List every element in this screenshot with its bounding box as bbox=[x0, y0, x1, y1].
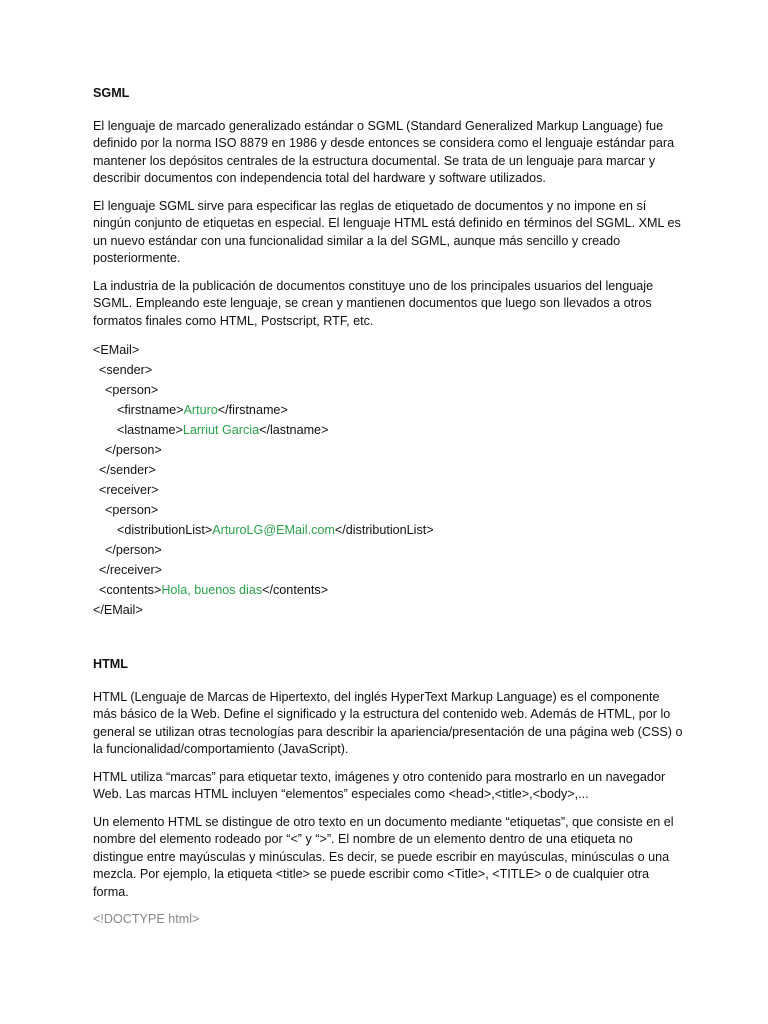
sgml-paragraph-2: El lenguaje SGML sirve para especificar las reglas de etiquetado de documentos y no impone en sí ningún conjunto de etiquetas en especial. El lenguaje HTML está definido en términos del SGML. XML es un nuevo estándar con una funcionalidad similar a la del SGML, aunque más sencillo y creado posteriormente. bbox=[93, 198, 681, 265]
contents-close-tag: </contents> bbox=[262, 583, 328, 597]
code-line bbox=[93, 380, 683, 400]
html-heading: HTML bbox=[93, 657, 128, 671]
doctype-line: <!DOCTYPE html> bbox=[93, 912, 200, 926]
sender-close-tag: </sender> bbox=[99, 463, 156, 477]
sgml-paragraph-3: La industria de la publicación de documentos constituye uno de los principales usuarios del lenguaje SGML. Empleando este lenguaje, se crean y mantienen documentos que luego son llevados a otros formatos finales como HTML, Postscript, RTF, etc. bbox=[93, 278, 654, 328]
receiver-close-tag: </receiver> bbox=[99, 563, 162, 577]
code-line bbox=[93, 400, 683, 420]
code-line bbox=[93, 440, 683, 460]
person-close-tag: </person> bbox=[105, 443, 162, 457]
sender-open-tag: <sender> bbox=[99, 363, 153, 377]
person-open-tag: <person> bbox=[105, 383, 159, 397]
html-paragraph-2: HTML utiliza “marcas” para etiquetar texto, imágenes y otro contenido para mostrarlo en un navegador Web. Las marcas HTML incluyen “elementos” especiales como <head>,<title>,<body>,... bbox=[93, 769, 666, 801]
receiver-open-tag: <receiver> bbox=[99, 483, 159, 497]
xml-example bbox=[93, 340, 683, 620]
person-open-tag: <person> bbox=[105, 503, 159, 517]
code-line bbox=[93, 600, 683, 620]
email-close-tag: </EMail> bbox=[93, 603, 143, 617]
code-line bbox=[93, 580, 683, 600]
firstname-value: Arturo bbox=[183, 403, 218, 417]
sgml-heading: SGML bbox=[93, 86, 130, 100]
html-paragraph-3: Un elemento HTML se distingue de otro texto en un documento mediante “etiquetas”, que consiste en el nombre del elemento rodeado por “<” y “>”. El nombre de un elemento dentro de una etiqueta no distingue entre mayúsculas y minúsculas. Es decir, se puede escribir en mayúsculas, minúsculas o una mezcla. Por ejemplo, la etiqueta <title> se puede escribir como <Title>, <TITLE> o de cualquier otra forma. bbox=[93, 814, 674, 899]
contents-value: Hola, buenos dias bbox=[161, 583, 263, 597]
contents-open-tag: <contents> bbox=[99, 583, 162, 597]
code-line bbox=[93, 560, 683, 580]
person-close-tag: </person> bbox=[105, 543, 162, 557]
code-line bbox=[93, 540, 683, 560]
html-paragraph-1: HTML (Lenguaje de Marcas de Hipertexto, del inglés HyperText Markup Language) es el componente más básico de la Web. Define el significado y la estructura del contenido web. Además de HTML, por lo general se utilizan otras tecnologías para describir la apariencia/presentación de una página web (CSS) o la funcionalidad/comportamiento (JavaScript). bbox=[93, 689, 683, 756]
document-body bbox=[93, 85, 683, 929]
code-line bbox=[93, 480, 683, 500]
sgml-paragraph-1: El lenguaje de marcado generalizado estándar o SGML (Standard Generalized Markup Language) fue definido por la norma ISO 8879 en 1986 y desde entonces se considera como el lenguaje estándar para mantener los depósitos centrales de la estructura documental. Se trata de un lenguaje para marcar y describir documentos con independencia total del hardware y software utilizados. bbox=[93, 118, 675, 185]
code-line bbox=[93, 520, 683, 540]
firstname-open-tag: <firstname> bbox=[117, 403, 184, 417]
distribution-value: ArturoLG@EMail.com bbox=[212, 523, 335, 537]
distribution-open-tag: <distributionList> bbox=[117, 523, 213, 537]
lastname-open-tag: <lastname> bbox=[117, 423, 183, 437]
code-line bbox=[93, 460, 683, 480]
lastname-value: Larriut Garcia bbox=[182, 423, 260, 437]
code-line bbox=[93, 500, 683, 520]
lastname-close-tag: </lastname> bbox=[259, 423, 329, 437]
email-open-tag: <EMail> bbox=[93, 343, 140, 357]
code-line bbox=[93, 340, 683, 360]
firstname-close-tag: </firstname> bbox=[217, 403, 288, 417]
code-line bbox=[93, 360, 683, 380]
distribution-close-tag: </distributionList> bbox=[334, 523, 434, 537]
code-line bbox=[93, 420, 683, 440]
